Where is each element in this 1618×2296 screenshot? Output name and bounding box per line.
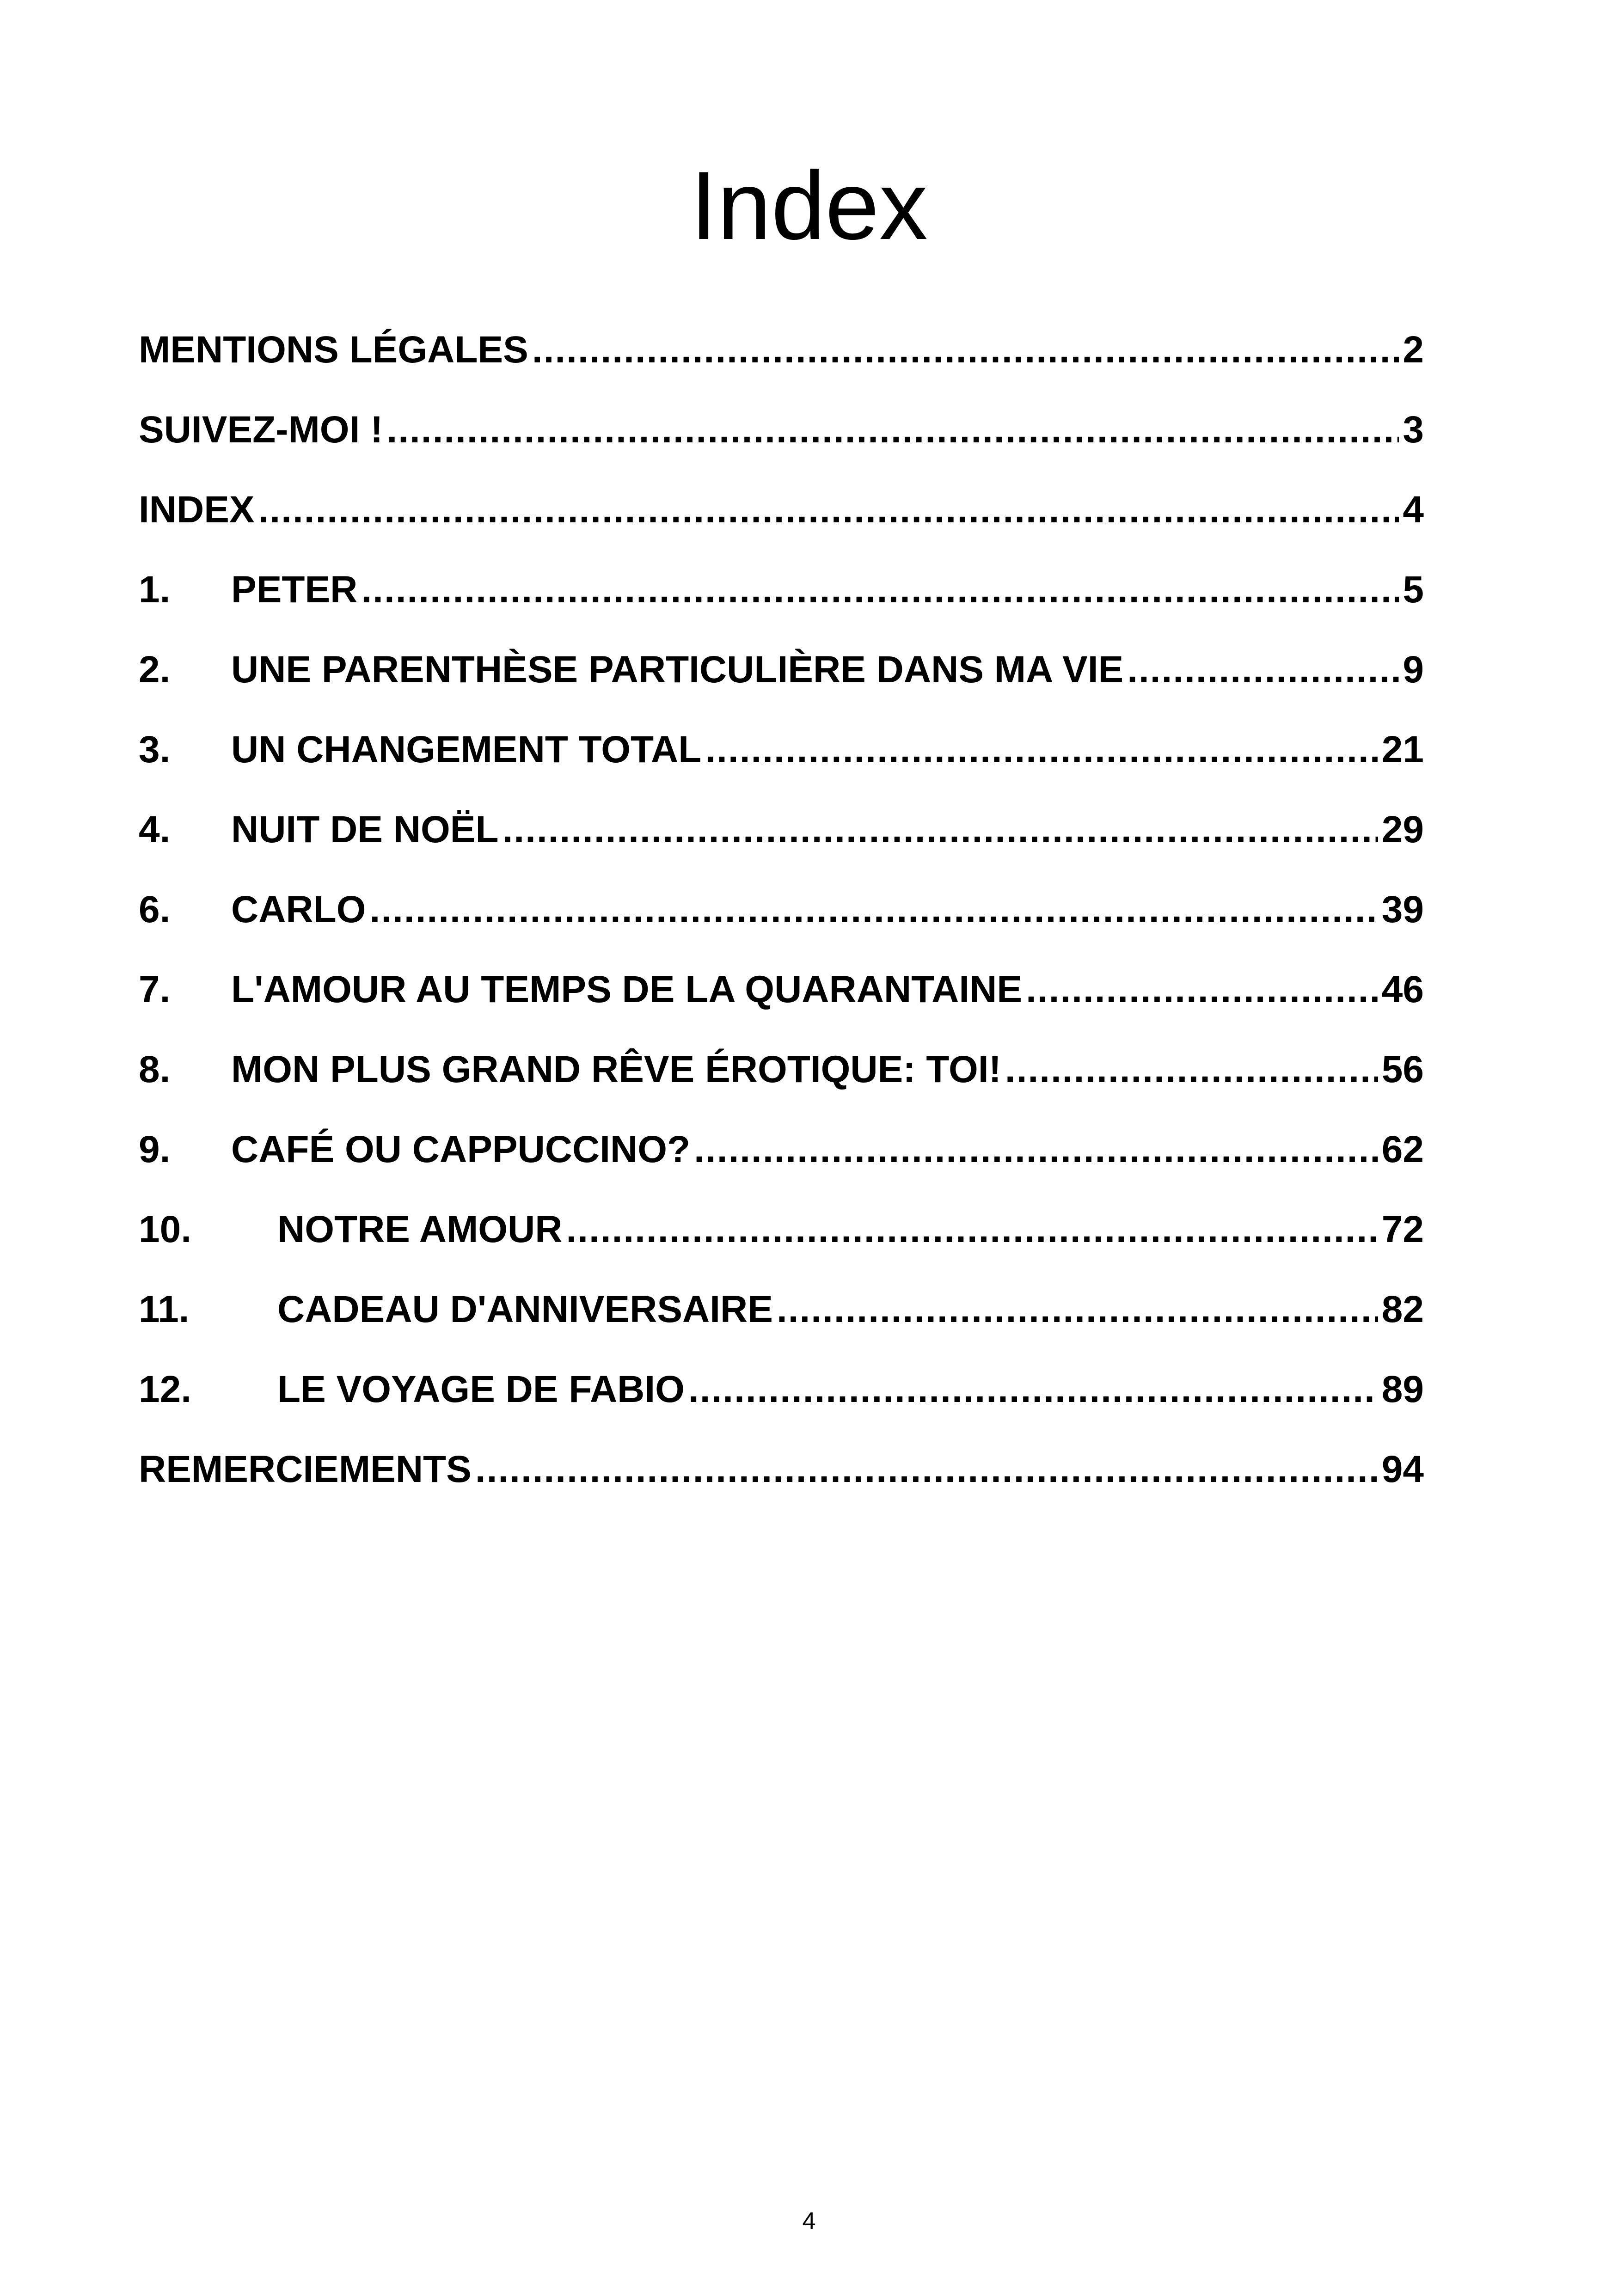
toc-leader-dots <box>566 1208 1378 1251</box>
table-of-contents <box>139 328 1424 1528</box>
toc-leader-dots <box>361 568 1399 612</box>
toc-leader-dots <box>475 1448 1378 1491</box>
toc-entry-label: CADEAU D'ANNIVERSAIRE <box>277 1288 773 1330</box>
toc-entry-label: UN CHANGEMENT TOTAL <box>231 729 702 771</box>
page-number: 4 <box>802 2208 816 2235</box>
toc-leader-dots <box>1026 968 1378 1011</box>
toc-leader-dots <box>1127 648 1399 692</box>
toc-entry-number: 10. <box>139 1208 191 1250</box>
toc-entry-label: CAFÉ OU CAPPUCCINO? <box>231 1128 691 1170</box>
toc-entry-number: 11. <box>139 1288 190 1330</box>
toc-entry-page: 94 <box>1381 1448 1424 1490</box>
toc-entry-label: INDEX <box>139 489 255 531</box>
toc-entry-label: UNE PARENTHÈSE PARTICULIÈRE DANS MA VIE <box>231 649 1124 691</box>
toc-leader-dots <box>503 808 1378 851</box>
toc-leader-dots <box>705 728 1378 771</box>
toc-entry-label: LE VOYAGE DE FABIO <box>277 1368 685 1410</box>
toc-entry-number: 3. <box>139 729 171 771</box>
toc-entry-chapter-3[interactable] <box>139 728 1424 808</box>
toc-entry-mentions-legales[interactable] <box>139 328 1424 408</box>
toc-entry-page: 5 <box>1403 569 1424 611</box>
toc-leader-dots <box>386 408 1399 452</box>
toc-entry-index[interactable] <box>139 488 1424 568</box>
toc-entry-chapter-1[interactable] <box>139 568 1424 648</box>
toc-entry-number: 12. <box>139 1368 191 1410</box>
toc-entry-chapter-8[interactable] <box>139 1048 1424 1128</box>
toc-entry-number: 8. <box>139 1048 171 1090</box>
toc-entry-number: 4. <box>139 808 171 851</box>
toc-leader-dots <box>532 328 1399 372</box>
toc-entry-chapter-6[interactable] <box>139 888 1424 968</box>
toc-entry-page: 9 <box>1403 649 1424 691</box>
toc-entry-chapter-4[interactable] <box>139 808 1424 888</box>
toc-entry-page: 21 <box>1381 729 1424 771</box>
toc-entry-chapter-7[interactable] <box>139 968 1424 1048</box>
toc-entry-number: 9. <box>139 1128 171 1170</box>
toc-entry-label: NOTRE AMOUR <box>277 1208 563 1250</box>
toc-entry-page: 46 <box>1381 968 1424 1010</box>
toc-entry-page: 72 <box>1381 1208 1424 1250</box>
toc-entry-number: 2. <box>139 649 171 691</box>
toc-entry-label: L'AMOUR AU TEMPS DE LA QUARANTAINE <box>231 968 1023 1010</box>
page-title: Index <box>690 151 928 260</box>
toc-entry-page: 89 <box>1381 1368 1424 1410</box>
toc-entry-chapter-10[interactable] <box>139 1208 1424 1288</box>
toc-entry-label: SUIVEZ-MOI ! <box>139 409 383 451</box>
toc-entry-page: 62 <box>1381 1128 1424 1170</box>
toc-entry-suivez-moi[interactable] <box>139 408 1424 488</box>
toc-entry-remerciements[interactable] <box>139 1448 1424 1528</box>
toc-entry-label: REMERCIEMENTS <box>139 1448 472 1490</box>
toc-entry-chapter-11[interactable] <box>139 1288 1424 1368</box>
toc-entry-page: 4 <box>1403 489 1424 531</box>
toc-leader-dots <box>1005 1048 1378 1091</box>
toc-entry-label: MON PLUS GRAND RÊVE ÉROTIQUE: TOI! <box>231 1048 1001 1090</box>
toc-leader-dots <box>688 1368 1378 1411</box>
toc-entry-label: CARLO <box>231 888 366 931</box>
toc-leader-dots <box>694 1128 1378 1171</box>
toc-entry-page: 2 <box>1403 329 1424 371</box>
toc-entry-number: 6. <box>139 888 171 931</box>
toc-entry-page: 39 <box>1381 888 1424 931</box>
toc-entry-label: PETER <box>231 569 358 611</box>
toc-entry-label: MENTIONS LÉGALES <box>139 329 528 371</box>
toc-leader-dots <box>777 1288 1378 1331</box>
toc-entry-chapter-2[interactable] <box>139 648 1424 728</box>
toc-leader-dots <box>258 488 1399 532</box>
toc-entry-page: 3 <box>1403 409 1424 451</box>
toc-entry-page: 82 <box>1381 1288 1424 1330</box>
toc-entry-chapter-9[interactable] <box>139 1128 1424 1208</box>
toc-entry-chapter-12[interactable] <box>139 1368 1424 1448</box>
toc-entry-number: 1. <box>139 569 171 611</box>
toc-entry-label: NUIT DE NOËL <box>231 808 499 851</box>
toc-entry-page: 29 <box>1381 808 1424 851</box>
toc-entry-page: 56 <box>1381 1048 1424 1090</box>
toc-entry-number: 7. <box>139 968 171 1010</box>
toc-leader-dots <box>370 888 1378 931</box>
